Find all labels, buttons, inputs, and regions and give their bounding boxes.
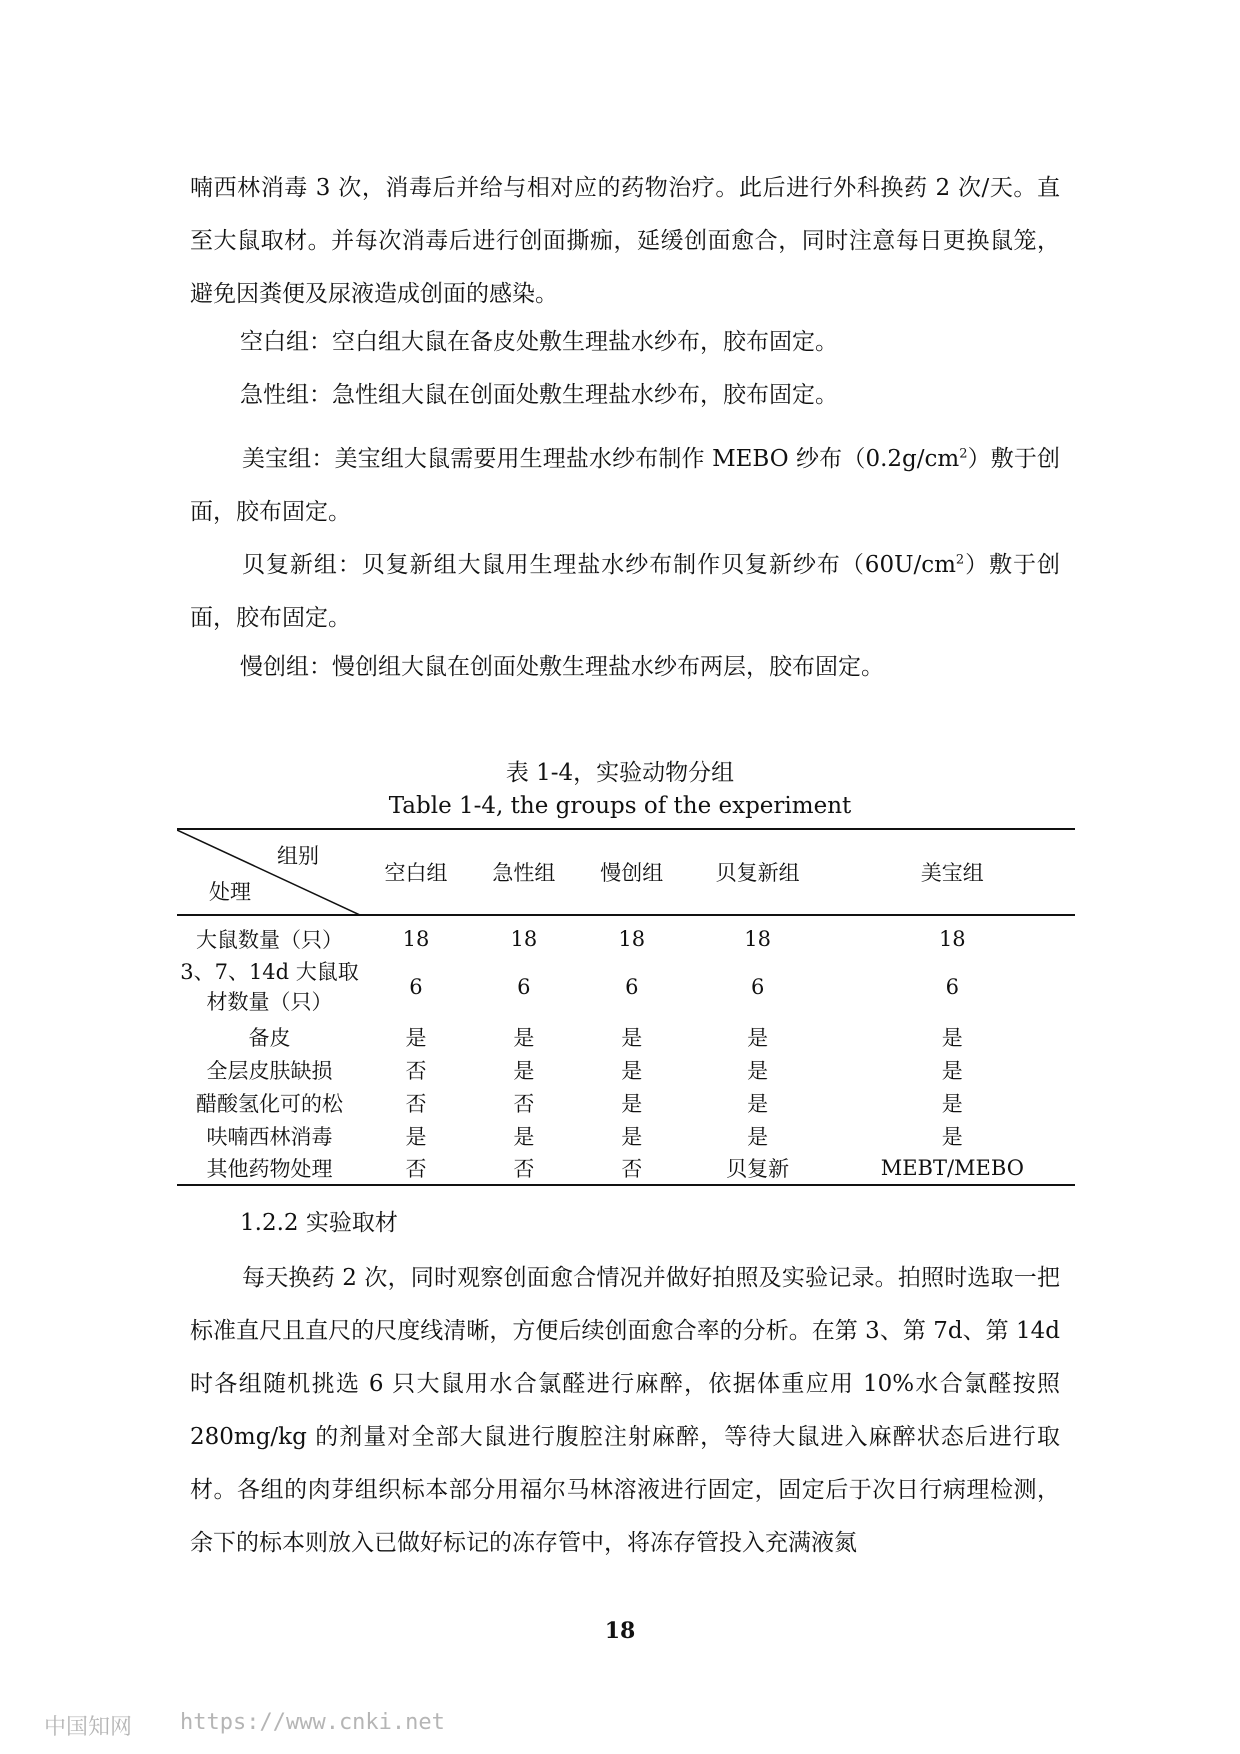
table-cell: 是 [513, 1124, 535, 1149]
table-cell: 否 [405, 1157, 427, 1181]
paragraph-5 [190, 539, 1060, 645]
groups-table [177, 828, 1075, 1186]
table-row [177, 1053, 1075, 1086]
table-cell: 是 [747, 1025, 769, 1050]
table-cell: MEBT/MEBO [880, 1156, 1024, 1180]
table-cell: 6 [945, 975, 959, 999]
paragraph-2: 空白组：空白组大鼠在备皮处敷生理盐水纱布，胶布固定。 [240, 329, 838, 355]
table-cell: 是 [513, 1025, 535, 1050]
table-cell: 是 [941, 1091, 963, 1116]
row-label: 醋酸氢化可的松 [196, 1091, 343, 1116]
table-cell: 否 [513, 1091, 535, 1116]
table-cell: 6 [517, 975, 531, 999]
column-header: 慢创组 [600, 861, 664, 885]
paragraph-4 [190, 433, 1060, 539]
row-label [177, 954, 362, 1020]
table-row [177, 1119, 1075, 1152]
row-label-line: 材数量（只） [206, 990, 333, 1014]
section-heading: 1.2.2 实验取材 [240, 1210, 398, 1236]
row-label: 大鼠数量（只） [196, 928, 343, 952]
corner-label-treatment: 处理 [209, 880, 251, 904]
table-cell: 是 [621, 1124, 643, 1149]
table-cell: 6 [750, 975, 765, 999]
table-cell: 是 [621, 1025, 643, 1050]
column-header: 空白组 [384, 861, 448, 885]
watermark-url: https://www.cnki.net [180, 1710, 445, 1735]
table-cell: 18 [402, 927, 430, 951]
table-cell: 是 [405, 1025, 427, 1050]
paragraph-3: 急性组：急性组大鼠在创面处敷生理盐水纱布，胶布固定。 [240, 382, 838, 408]
table-row [177, 954, 1075, 1020]
table-cell: 是 [747, 1124, 769, 1149]
table-cell: 6 [625, 975, 639, 999]
table-cell: 18 [744, 927, 772, 951]
paragraph-5-text-end: ）敷于创面，胶布固定。 [190, 552, 1061, 631]
table-cell: 是 [941, 1025, 963, 1050]
table-header-row [177, 829, 1075, 915]
paragraph-4-text-end: ）敷于创面，胶布固定。 [190, 446, 1060, 525]
table-cell: 否 [405, 1091, 427, 1116]
table-cell: 6 [409, 975, 423, 999]
table-row [177, 1152, 1075, 1185]
table-cell: 否 [513, 1157, 535, 1181]
table-cell: 是 [941, 1124, 963, 1149]
paragraph-4-text: 美宝组：美宝组大鼠需要用生理盐水纱布制作 MEBO 纱布（0.2g/cm [242, 446, 960, 472]
row-label: 其他药物处理 [206, 1157, 333, 1181]
table-corner-cell [177, 829, 362, 915]
table-cell: 18 [938, 927, 966, 951]
table-cell: 是 [747, 1058, 769, 1083]
row-label-line: 3、7、14d 大鼠取 [180, 960, 359, 984]
table-cell: 18 [618, 927, 646, 951]
table-cell: 18 [510, 927, 538, 951]
row-label: 呋喃西林消毒 [206, 1124, 333, 1149]
table-row [177, 1086, 1075, 1119]
paragraph-7: 每天换药 2 次，同时观察创面愈合情况并做好拍照及实验记录。拍照时选取一把标准直尺且直尺的尺度线清晰，方便后续创面愈合率的分析。在第 3、第 7d、第 14d 时各组随机挑选 6 只大鼠用水合氯醛进行麻醉，依据体重应用 10%水合氯醛按照 280mg/kg 的剂量对全部大鼠进行腹腔注射麻醉，等待大鼠进入麻醉状态后进行取材。各组的肉芽组织标本部分用福尔马林溶液进行固定，固定后于次日行病理检测，余下的标本则放入已做好标记的冻存管中，将冻存管投入充满液氮 [190, 1265, 1060, 1556]
table-cell: 是 [621, 1058, 643, 1083]
column-header: 贝复新组 [715, 861, 800, 885]
table-caption-cn: 表 1-4，实验动物分组 [505, 760, 735, 786]
column-header: 美宝组 [920, 861, 984, 885]
table-cell: 否 [621, 1157, 643, 1181]
table-cell: 否 [405, 1058, 427, 1083]
table-cell: 是 [621, 1091, 643, 1116]
superscript: 2 [955, 552, 965, 568]
table-row [177, 915, 1075, 954]
table-caption-en: Table 1-4, the groups of the experiment [388, 793, 852, 819]
paragraph-5-text: 贝复新组：贝复新组大鼠用生理盐水纱布制作贝复新纱布（60U/cm [242, 552, 956, 578]
column-header: 急性组 [492, 861, 556, 885]
row-label: 全层皮肤缺损 [206, 1058, 333, 1083]
paragraph-1: 喃西林消毒 3 次，消毒后并给与相对应的药物治疗。此后进行外科换药 2 次/天。直至大鼠取材。并每次消毒后进行创面撕痂，延缓创面愈合，同时注意每日更换鼠笼，避免因粪便及尿液造成创面的感染。 [190, 175, 1060, 307]
table-cell: 贝复新 [726, 1157, 790, 1181]
watermark-cnki: 中国知网 [44, 1715, 133, 1740]
table-cell: 是 [747, 1091, 769, 1116]
table-row [177, 1020, 1075, 1053]
page-number: 18 [604, 1618, 636, 1644]
table-cell: 是 [513, 1058, 535, 1083]
table-cell: 是 [405, 1124, 427, 1149]
paragraph-6: 慢创组：慢创组大鼠在创面处敷生理盐水纱布两层，胶布固定。 [240, 654, 884, 680]
diagonal-line [177, 830, 362, 916]
row-label: 备皮 [248, 1025, 291, 1050]
table-cell: 是 [941, 1058, 963, 1083]
superscript: 2 [959, 446, 968, 462]
corner-label-groups: 组别 [277, 844, 319, 868]
